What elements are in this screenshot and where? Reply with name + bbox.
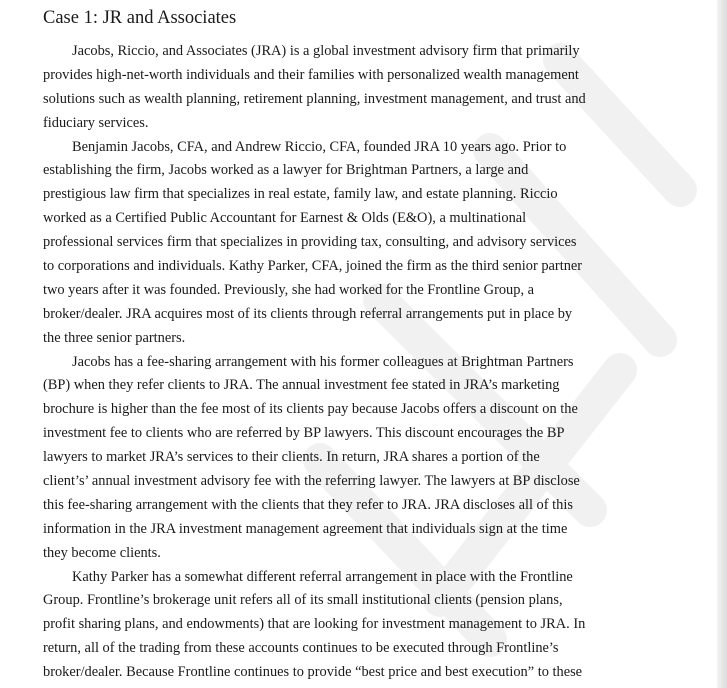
text-line: provides high-net-worth individuals and their families with personalized wealth management xyxy=(43,66,579,83)
text-line: Jacobs has a fee-sharing arrangement with his former colleagues at Brightman Partners xyxy=(72,353,574,370)
text-line: (BP) when they refer clients to JRA. The annual investment fee stated in JRA’s marketing xyxy=(43,377,560,394)
text-line: fiduciary services. xyxy=(43,114,149,131)
text-line: Kathy Parker has a somewhat different referral arrangement in place with the Frontline xyxy=(72,568,573,585)
text-line: lawyers to market JRA’s services to their clients. In return, JRA shares a portion of the xyxy=(43,449,540,466)
text-line: investment fee to clients who are referred by BP lawyers. This discount encourages the BP xyxy=(43,425,565,442)
text-line: to corporations and individuals. Kathy Parker, CFA, joined the firm as the third senior partner xyxy=(43,258,583,275)
text-line: solutions such as wealth planning, retirement planning, investment management, and trust and xyxy=(43,90,586,107)
text-line: information in the JRA investment management agreement that individuals sign at the time xyxy=(43,520,568,537)
text-line: return, all of the trading from these accounts continues to be executed through Frontline’s xyxy=(43,640,559,657)
case-text xyxy=(43,40,603,685)
text-line: client’s’ annual investment advisory fee with the referring lawyer. The lawyers at BP disclose xyxy=(43,473,580,490)
text-line: profit sharing plans, and endowments) that are looking for investment management to JRA. In xyxy=(43,616,586,633)
text-line: prestigious law firm that specializes in real estate, family law, and estate planning. Riccio xyxy=(43,186,558,203)
text-line: Jacobs, Riccio, and Associates (JRA) is a global investment advisory firm that primarily xyxy=(72,43,580,59)
text-line: two years after it was founded. Previously, she had worked for the Frontline Group, a xyxy=(43,281,535,298)
text-line: the three senior partners. xyxy=(43,329,186,346)
text-line: Group. Frontline’s brokerage unit refers all of its small institutional clients (pension plans, xyxy=(43,592,563,609)
text-line: worked as a Certified Public Accountant for Earnest & Olds (E&O), a multinational xyxy=(43,210,527,227)
text-line: professional services firm that specializes in providing tax, consulting, and advisory services xyxy=(43,234,577,251)
text-line: establishing the firm, Jacobs worked as a lawyer for Brightman Partners, a large and xyxy=(43,162,529,179)
page-title: Case 1: JR and Associates xyxy=(43,8,237,28)
page-edge xyxy=(717,0,727,688)
text-line: brochure is higher than the fee most of its clients pay because Jacobs offers a discount on the xyxy=(43,401,578,418)
text-line: broker/dealer. Because Frontline continues to provide “best price and best execution” to these xyxy=(43,664,583,681)
text-line: they become clients. xyxy=(43,544,161,561)
text-line: broker/dealer. JRA acquires most of its clients through referral arrangements put in place by xyxy=(43,305,573,322)
text-line: this fee-sharing arrangement with the clients that they refer to JRA. JRA discloses all of this xyxy=(43,496,573,513)
text-line: Benjamin Jacobs, CFA, and Andrew Riccio, CFA, founded JRA 10 years ago. Prior to xyxy=(72,138,567,155)
